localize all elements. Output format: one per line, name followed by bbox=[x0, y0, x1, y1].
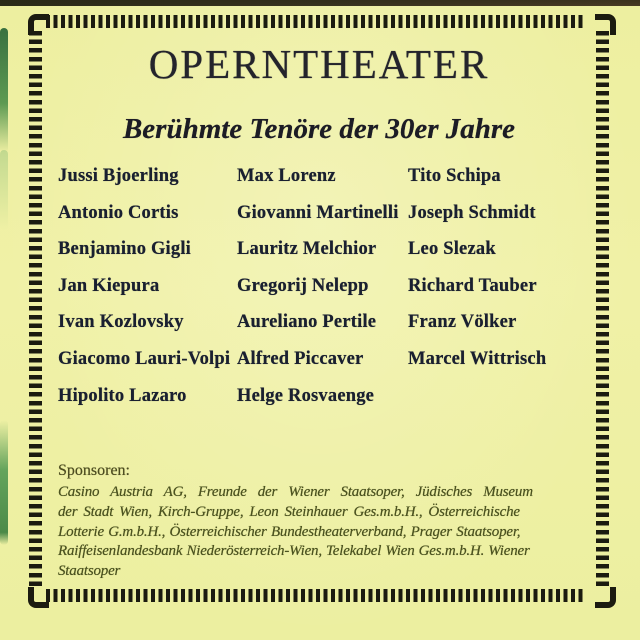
border-corner-top-left bbox=[28, 14, 49, 35]
scan-green-streak bbox=[0, 420, 8, 545]
scan-green-streak bbox=[0, 150, 8, 230]
tenor-name: Tito Schipa bbox=[408, 166, 501, 186]
page-title: OPERNTHEATER bbox=[148, 41, 490, 87]
tenor-list-column-3 bbox=[408, 158, 546, 378]
tenor-name: Max Lorenz bbox=[237, 166, 336, 186]
tenor-name: Richard Tauber bbox=[408, 275, 537, 296]
tenor-name: Franz Völker bbox=[408, 312, 517, 333]
tenor-name: Alfred Piccaver bbox=[237, 348, 364, 369]
sponsors-paragraph bbox=[58, 483, 560, 582]
tenor-name: Aureliano Pertile bbox=[237, 312, 377, 333]
tenor-name: Jussi Bjoerling bbox=[58, 166, 179, 186]
sponsor-line: der Stadt Wien, Kirch-Gruppe, Leon Steinhauer Ges.m.b.H., Österreichische bbox=[58, 503, 520, 520]
tenor-name: Joseph Schmidt bbox=[408, 202, 536, 223]
tenor-name: Ivan Kozlovsky bbox=[58, 312, 184, 333]
sponsor-line: Staatsoper bbox=[58, 563, 121, 580]
stitched-border-top bbox=[46, 15, 584, 28]
tenor-list-column-2 bbox=[237, 158, 399, 414]
tenor-name: Giacomo Lauri-Volpi bbox=[58, 348, 231, 369]
tenor-list-column-1 bbox=[58, 158, 230, 414]
sponsor-line: Raiffeisenlandesbank Niederösterreich-Wien, Telekabel Wien Ges.m.b.H. Wiener bbox=[58, 543, 530, 560]
tenor-name: Gregorij Nelepp bbox=[237, 275, 369, 296]
border-corner-top-right bbox=[595, 14, 616, 35]
tenor-name: Lauritz Melchior bbox=[237, 239, 377, 260]
stitched-border-left bbox=[29, 31, 42, 587]
stitched-border-right bbox=[596, 31, 609, 587]
tenor-name: Hipolito Lazaro bbox=[58, 385, 187, 406]
border-corner-bottom-right bbox=[595, 587, 616, 608]
sponsor-line: Casino Austria AG, Freunde der Wiener Staatsoper, Jüdisches Museum bbox=[58, 484, 533, 500]
scan-top-edge-artifact bbox=[0, 0, 640, 6]
scan-green-streak bbox=[0, 28, 8, 153]
tenor-name: Antonio Cortis bbox=[58, 202, 179, 223]
tenor-name: Benjamino Gigli bbox=[58, 239, 192, 260]
sponsors-heading: Sponsoren: bbox=[58, 462, 130, 479]
tenor-name: Leo Slezak bbox=[408, 239, 496, 260]
tenor-name: Jan Kiepura bbox=[58, 275, 160, 296]
sponsor-line: Lotterie G.m.b.H., Österreichischer Bundestheaterverband, Prager Staatsoper, bbox=[58, 523, 521, 540]
page-subtitle: Berühmte Tenöre der 30er Jahre bbox=[122, 113, 516, 145]
tenor-name: Helge Rosvaenge bbox=[237, 385, 375, 406]
tenor-name: Giovanni Martinelli bbox=[237, 202, 399, 223]
stitched-border-bottom bbox=[46, 589, 584, 602]
border-corner-bottom-left bbox=[28, 587, 49, 608]
tenor-name: Marcel Wittrisch bbox=[408, 348, 547, 369]
